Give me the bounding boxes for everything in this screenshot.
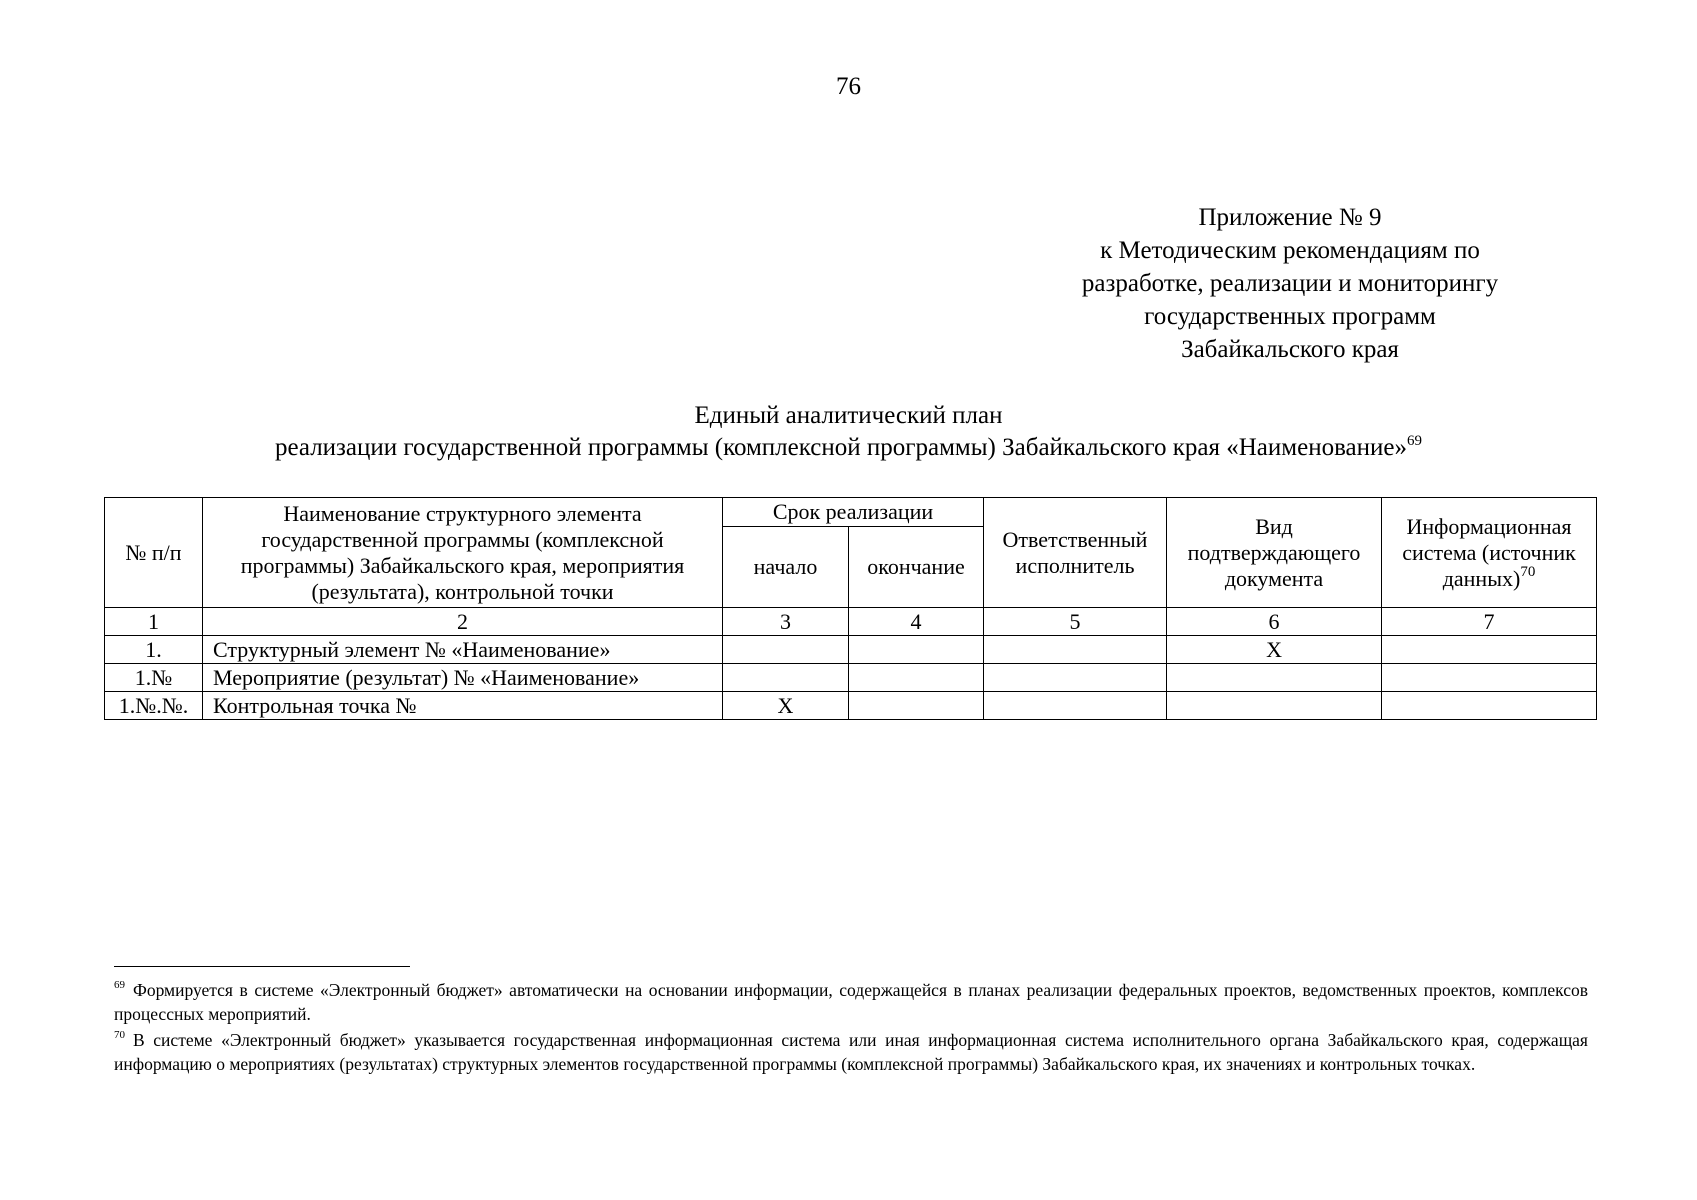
header-start: начало (723, 527, 849, 608)
header-term: Срок реализации (723, 498, 984, 527)
footnotes (114, 978, 1588, 1076)
header-doc-type: Вид подтверждающего документа (1167, 498, 1382, 608)
appendix-line: к Методическим рекомендациям по (1100, 237, 1480, 264)
row-num: 1.№.№. (105, 692, 203, 720)
row-num: 1.№ (105, 664, 203, 692)
row-name: Мероприятие (результат) № «Наименование» (203, 664, 723, 692)
footnote-70 (114, 1028, 1588, 1076)
row-responsible (984, 636, 1167, 664)
column-number: 1 (105, 608, 203, 636)
header-row-1 (105, 498, 1597, 527)
footnote-separator (114, 966, 410, 967)
appendix-line: Забайкальского края (1181, 336, 1399, 363)
row-start (723, 664, 849, 692)
appendix-line: Приложение № 9 (1198, 204, 1382, 231)
appendix-line: разработке, реализации и мониторингу (1081, 270, 1499, 297)
row-name: Контрольная точка № (203, 692, 723, 720)
header-responsible: Ответственный исполнитель (984, 498, 1167, 608)
row-info-system (1382, 692, 1597, 720)
table-row (105, 692, 1597, 720)
header-end: окончание (849, 527, 984, 608)
page-number: 76 (836, 73, 861, 100)
footnote-text: Формируется в системе «Электронный бюджет» автоматически на основании информации, содержащейся в планах реализации федеральных проектов, ведомственных проектов, комплексов процессных мероприятий. (114, 980, 1588, 1024)
row-start: X (723, 692, 849, 720)
row-num: 1. (105, 636, 203, 664)
row-end (849, 664, 984, 692)
table-row (105, 664, 1597, 692)
column-number: 2 (203, 608, 723, 636)
column-number: 6 (1167, 608, 1382, 636)
footnote-marker: 70 (114, 1029, 125, 1041)
title-line-2-text: реализации государственной программы (комплексной программы) Забайкальского края «Наименование» (274, 434, 1407, 461)
appendix-block (1010, 201, 1570, 366)
row-end (849, 636, 984, 664)
header-info-system (1382, 498, 1597, 608)
row-responsible (984, 692, 1167, 720)
row-end (849, 692, 984, 720)
row-doc-type (1167, 692, 1382, 720)
title-line-1: Единый аналитический план (694, 402, 1003, 429)
header-name: Наименование структурного элемента государственной программы (комплексной программы) Забайкальского края, мероприятия (результата), контрольной точки (203, 498, 723, 608)
header-num: № п/п (105, 498, 203, 608)
header-info-system-text: Информационная система (источник данных) (1402, 513, 1576, 591)
footnote-ref-69: 69 (1407, 433, 1422, 449)
footnote-69 (114, 978, 1588, 1026)
row-start (723, 636, 849, 664)
footnote-marker: 69 (114, 979, 125, 991)
column-number: 5 (984, 608, 1167, 636)
column-number: 4 (849, 608, 984, 636)
analytical-plan-table (104, 497, 1597, 720)
column-number: 3 (723, 608, 849, 636)
document-title (0, 400, 1697, 464)
row-name: Структурный элемент № «Наименование» (203, 636, 723, 664)
footnote-ref-70: 70 (1520, 563, 1536, 580)
footnote-text: В системе «Электронный бюджет» указывается государственная информационная система или иная информационная система исполнительного органа Забайкальского края, содержащая информацию о мероприятиях (результатах) структурных элементов государственной программы (комплексной программы) Забайкальского края, их значениях и контрольных точках. (114, 1030, 1588, 1074)
row-info-system (1382, 636, 1597, 664)
table-row (105, 636, 1597, 664)
row-doc-type: X (1167, 636, 1382, 664)
row-doc-type (1167, 664, 1382, 692)
column-number: 7 (1382, 608, 1597, 636)
row-responsible (984, 664, 1167, 692)
title-line-2 (0, 432, 1697, 464)
appendix-line: государственных программ (1144, 303, 1436, 330)
column-number-row (105, 608, 1597, 636)
row-info-system (1382, 664, 1597, 692)
